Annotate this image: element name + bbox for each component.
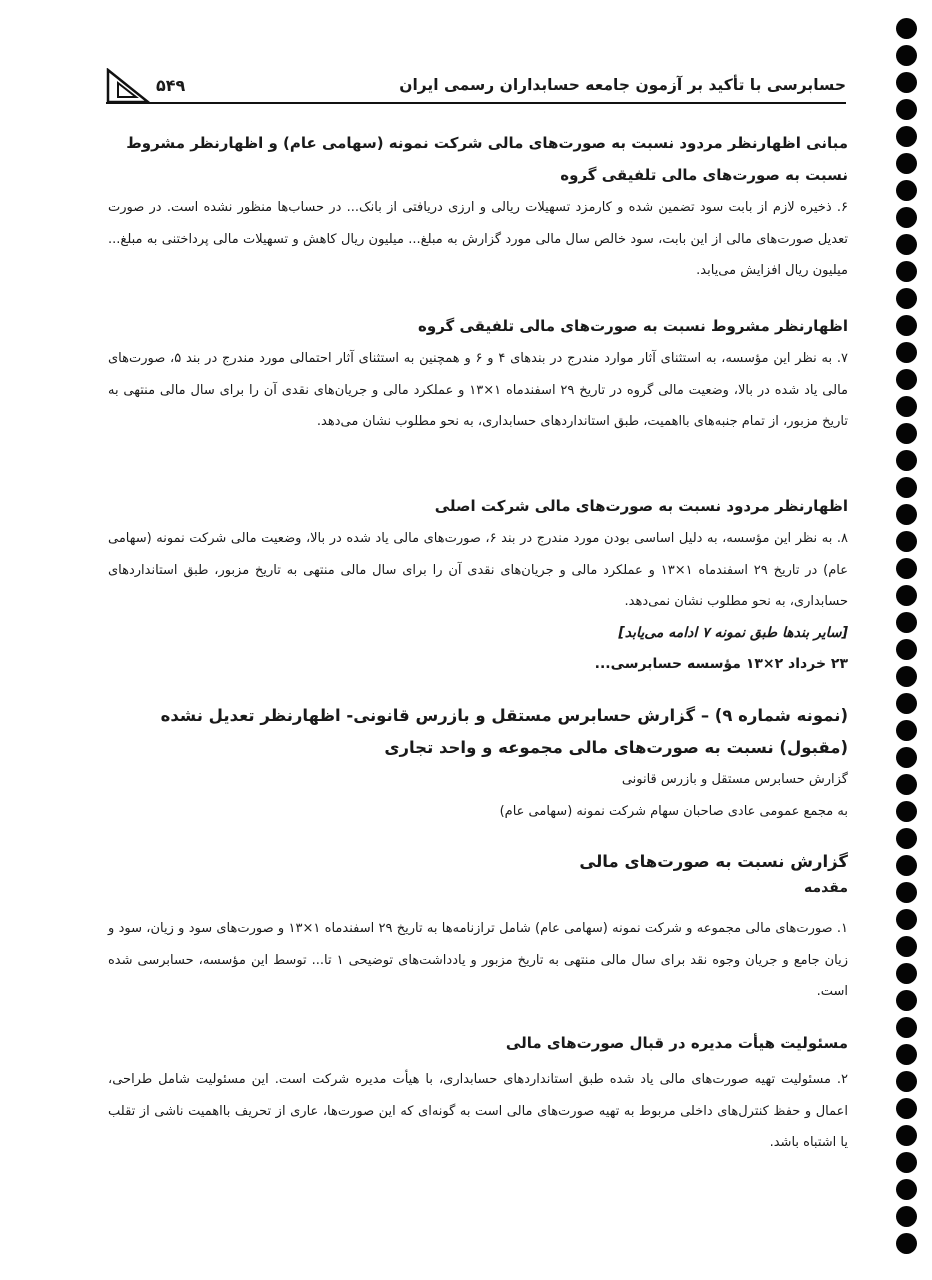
paragraph-1: ۱. صورت‌های مالی مجموعه و شرکت نمونه (سهامی عام) شامل ترازنامه‌ها به تاریخ ۲۹ اسفندماه ۱×۱۳ و صورت‌های سود و زیان، سود و زیان جامع و جریان وجوه نقد برای سال مالی منتهی به تاریخ مزبور و یادداشت‌های توضیحی ۱ تا... توسط این مؤسسه، حسابرسی شده است. (108, 921, 849, 999)
binder-hole (896, 1017, 917, 1038)
binder-hole (896, 1152, 917, 1173)
binder-hole (896, 1206, 917, 1227)
running-title: حسابرسی با تأکید بر آزمون جامعه حسابداران رسمی ایران (399, 76, 846, 94)
binder-hole (896, 909, 917, 930)
paragraph-2: ۲. مسئولیت تهیه صورت‌های مالی یاد شده طبق استانداردهای حسابداری، با هیأت مدیره شرکت است. این مسئولیت شامل طراحی، اعمال و حفظ کنترل‌های داخلی مربوط به تهیه صورت‌های مالی است به گونه‌ای که این صورت‌ها، عاری از تحریف بااهمیت ناشی از تقلب یا اشتباه باشد. (108, 1072, 848, 1150)
heading-basis-for-opinion: مبانی اظهارنظر مردود نسبت به صورت‌های مالی شرکت نمونه (سهامی عام) و اظهارنظر مشروط نسبت به صورت‌های مالی تلفیقی گروه (126, 134, 848, 184)
binder-hole (896, 180, 917, 201)
note-other-paragraphs: [سایر بندها طبق نمونه ۷ ادامه می‌یابد] (618, 625, 848, 641)
binder-hole (896, 126, 917, 147)
binder-hole (896, 1098, 917, 1119)
signature-line: ۲۳ خرداد ۲×۱۳ مؤسسه حسابرسی... (594, 656, 848, 672)
binder-hole (896, 531, 917, 552)
page-number: ۵۴۹ (156, 76, 186, 95)
binder-hole (896, 666, 917, 687)
paragraph-8: ۸. به نظر این مؤسسه، به دلیل اساسی بودن مورد مندرج در بند ۶، صورت‌های مالی یاد شده در بالا، وضعیت مالی شرکت نمونه (سهامی عام) در تاریخ ۲۹ اسفندماه ۱×۱۳ و عملکرد مالی و جریان‌های نقدی آن را برای سال مالی منتهی به تاریخ مزبور، طبق استانداردهای حسابداری، به نحو مطلوب نشان نمی‌دهد. (108, 531, 848, 609)
heading-adverse-opinion-parent: اظهارنظر مردود نسبت به صورت‌های مالی شرکت اصلی (434, 497, 848, 515)
binder-hole (896, 450, 917, 471)
binder-hole (896, 963, 917, 984)
binder-hole (896, 639, 917, 660)
binder-hole (896, 801, 917, 822)
triangle-icon (106, 68, 150, 104)
binder-hole (896, 1125, 917, 1146)
heading-report-on-fs: گزارش نسبت به صورت‌های مالی (579, 852, 848, 871)
binder-hole (896, 477, 917, 498)
binder-hole (896, 99, 917, 120)
paragraph-7: ۷. به نظر این مؤسسه، به استثنای آثار موارد مندرج در بندهای ۴ و ۶ و همچنین به استثنای آثار احتمالی مورد مندرج در بند ۵، صورت‌های مالی یاد شده در بالا، وضعیت مالی گروه در تاریخ ۲۹ اسفندماه ۱×۱۳ و عملکرد مالی و جریان‌های نقدی آن را برای سال مالی منتهی به تاریخ مزبور، از تمام جنبه‌های بااهمیت، طبق استانداردهای حسابداری، به نحو مطلوب نشان می‌دهد. (108, 351, 849, 429)
binder-hole (896, 369, 917, 390)
binder-hole (896, 936, 917, 957)
heading-sample-9: (نمونه شماره ۹) – گزارش حسابرس مستقل و بازرس قانونی- اظهارنظر تعدیل نشده (مقبول) نسبت به صورت‌های مالی مجموعه و واحد تجاری (160, 706, 848, 757)
binder-hole (896, 828, 917, 849)
binder-hole (896, 18, 917, 39)
paragraph-6: ۶. ذخیره لازم از بابت سود تضمین شده و کارمزد تسهیلات ریالی و ارزی دریافتی از بانک... در حساب‌ها منظور نشده است. در صورت تعدیل صورت‌های مالی از این بابت، سود خالص سال مالی مورد گزارش به مبلغ... میلیون ریال کاهش و تسهیلات مالی پرداختنی به مبلغ... میلیون ریال افزایش می‌یابد. (108, 200, 848, 278)
header-rule (106, 102, 846, 104)
binder-hole (896, 855, 917, 876)
binder-hole (896, 585, 917, 606)
heading-qualified-opinion-group: اظهارنظر مشروط نسبت به صورت‌های مالی تلفیقی گروه (418, 317, 848, 335)
binder-hole (896, 990, 917, 1011)
binder-hole (896, 558, 917, 579)
binder-hole (896, 261, 917, 282)
binder-hole (896, 423, 917, 444)
report-title: گزارش حسابرس مستقل و بازرس قانونی (621, 772, 848, 787)
binder-hole (896, 72, 917, 93)
binder-hole (896, 207, 917, 228)
binder-hole (896, 882, 917, 903)
binder-hole (896, 693, 917, 714)
binder-hole (896, 288, 917, 309)
heading-introduction: مقدمه (804, 880, 848, 896)
binder-hole (896, 504, 917, 525)
binder-hole (896, 342, 917, 363)
binder-hole (896, 1071, 917, 1092)
binder-hole (896, 396, 917, 417)
binder-hole (896, 1044, 917, 1065)
binder-hole (896, 45, 917, 66)
binder-hole (896, 153, 917, 174)
binder-hole (896, 234, 917, 255)
binder-hole (896, 1233, 917, 1254)
running-header (106, 72, 846, 104)
binder-hole (896, 1179, 917, 1200)
heading-board-responsibility: مسئولیت هیأت مدیره در قبال صورت‌های مالی (505, 1034, 848, 1052)
binder-hole (896, 747, 917, 768)
binder-hole (896, 774, 917, 795)
binder-hole (896, 720, 917, 741)
binder-hole (896, 315, 917, 336)
binder-holes (896, 18, 918, 1278)
binder-hole (896, 612, 917, 633)
report-addressee: به مجمع عمومی عادی صاحبان سهام شرکت نمونه (سهامی عام) (499, 804, 848, 819)
